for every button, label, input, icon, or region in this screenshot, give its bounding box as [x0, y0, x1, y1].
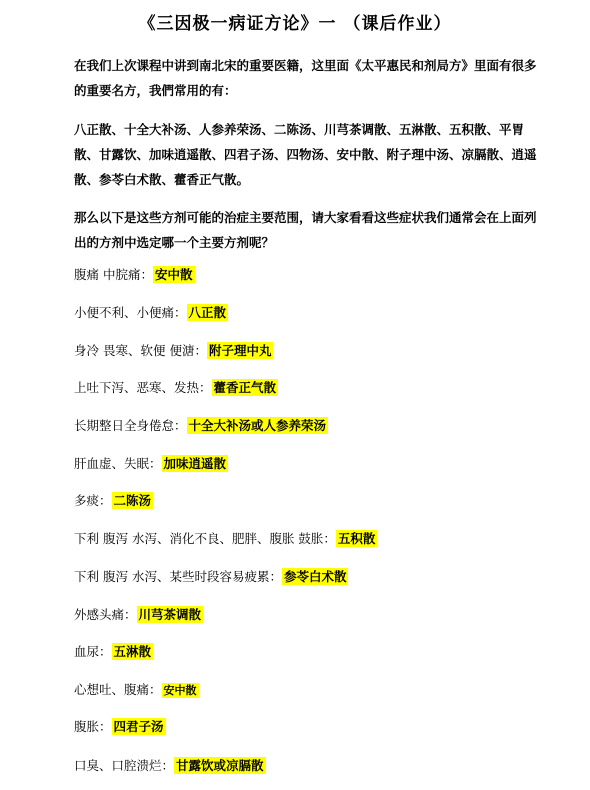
symptom-text: 血尿： [74, 644, 112, 659]
question-paragraph: 那么以下是这些方剂可能的治症主要范围，请大家看看这些症状我们通常会在上面列出的方剂中选定哪一个主要方剂呢？ [74, 210, 537, 250]
answer-highlight: 四君子汤 [113, 719, 164, 734]
symptom-text: 下利 腹泻 水泻、消化不良、肥胖、腹胀 鼓胀： [74, 531, 336, 546]
symptom-text: 小便不利、小便痛： [74, 305, 187, 320]
answer-highlight: 参苓白术散 [283, 569, 347, 584]
list-item [74, 755, 266, 777]
symptom-text: 肝血虚、失眠： [74, 456, 162, 471]
symptom-text: 腹痛 中脘痛： [74, 267, 153, 282]
answer-highlight: 安中散 [163, 684, 197, 697]
list-item [74, 566, 348, 588]
list-item [74, 490, 153, 512]
answer-highlight: 川芎茶调散 [138, 607, 202, 622]
symptom-text: 长期整日全身倦怠： [74, 418, 187, 433]
formula-list: 八正散、十全大补汤、人参养荣汤、二陈汤、川芎茶调散、五淋散、五积散、平胃散、甘露饮、加味逍遥散、四君子汤、四物汤、安中散、附子理中汤、凉膈散、逍遥散、参苓白术散、藿香正气散。 [74, 122, 537, 187]
page-title: 《三因极一病证方论》一 （课后作业） [138, 14, 452, 34]
list-item [74, 604, 203, 626]
list-item [74, 340, 273, 362]
symptom-text: 腹胀： [74, 719, 112, 734]
list-item [74, 453, 228, 475]
symptom-text: 心想吐、腹痛： [74, 682, 162, 697]
symptom-text: 多痰： [74, 493, 112, 508]
symptom-text: 口臭、口腔溃烂： [74, 758, 175, 773]
list-item [74, 716, 166, 738]
answer-highlight: 附子理中丸 [208, 343, 272, 358]
list-item [74, 679, 199, 702]
answer-highlight: 甘露饮或凉膈散 [176, 758, 264, 773]
answer-highlight: 二陈汤 [113, 493, 152, 508]
answer-highlight: 藿香正气散 [213, 380, 277, 395]
symptom-text: 上吐下泻、恶寒、发热： [74, 380, 212, 395]
list-item [74, 415, 328, 437]
list-item [74, 302, 228, 324]
symptom-text: 身冷 畏寒、软便 便溏： [74, 343, 207, 358]
answer-highlight: 加味逍遥散 [163, 456, 227, 471]
intro-paragraph: 在我们上次课程中讲到南北宋的重要医籍，这里面《太平惠民和剂局方》里面有很多的重要名方，我們常用的有： [74, 58, 537, 98]
symptom-text: 下利 腹泻 水泻、某些时段容易疲累： [74, 569, 282, 584]
list-item [74, 528, 377, 550]
answer-highlight: 十全大补汤或人参养荣汤 [188, 418, 327, 433]
list-item [74, 641, 153, 663]
list-item [74, 377, 278, 399]
answer-highlight: 安中散 [154, 267, 193, 282]
symptom-text: 外感头痛： [74, 607, 137, 622]
answer-highlight: 八正散 [188, 305, 227, 320]
list-item [74, 264, 195, 286]
answer-highlight: 五淋散 [113, 644, 152, 659]
answer-highlight: 五积散 [337, 531, 376, 546]
